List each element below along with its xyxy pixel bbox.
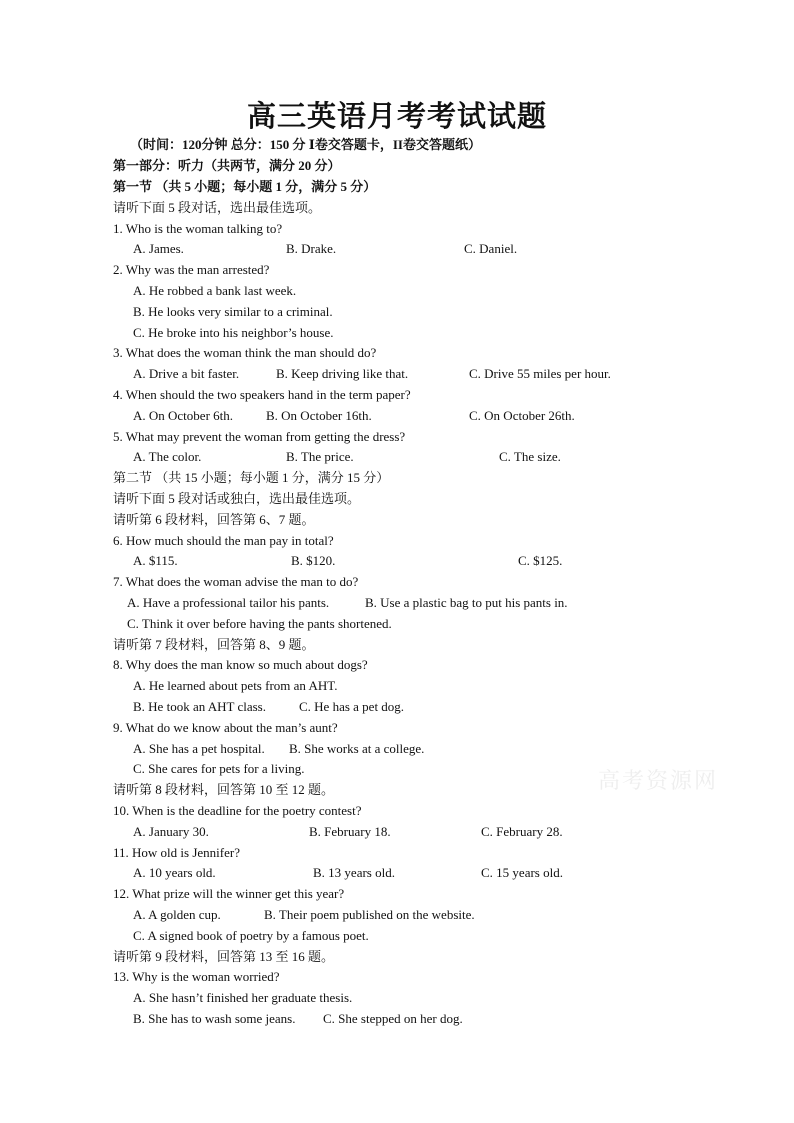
- question-2-option-b: B. He looks very similar to a criminal.: [133, 304, 333, 319]
- question-3-option-c: C. Drive 55 miles per hour.: [469, 366, 611, 381]
- question-9-option-b: B. She works at a college.: [289, 741, 425, 756]
- question-9-stem: 9. What do we know about the man’s aunt?: [113, 720, 338, 735]
- question-13-option-b: B. She has to wash some jeans.: [133, 1011, 296, 1026]
- question-13-stem: 13. Why is the woman worried?: [113, 969, 280, 984]
- question-11-option-a: A. 10 years old.: [133, 865, 216, 880]
- question-9-option-c: C. She cares for pets for a living.: [133, 761, 305, 776]
- exam-info: （时间：120分钟 总分：150 分 Ⅰ卷交答题卡，II卷交答题纸）: [130, 137, 481, 152]
- question-1-option-c: C. Daniel.: [464, 241, 518, 256]
- question-1-option-a: A. James.: [133, 241, 184, 256]
- material-6-instruction: 请听第 6 段材料，回答第 6、7 题。: [113, 512, 315, 527]
- question-1-stem: 1. Who is the woman talking to?: [113, 221, 283, 236]
- question-5-option-a: A. The color.: [133, 449, 202, 464]
- watermark: 高考资源网: [598, 769, 719, 794]
- question-11-stem: 11. How old is Jennifer?: [113, 845, 240, 860]
- question-9-option-a: A. She has a pet hospital.: [133, 741, 265, 756]
- question-6-option-c: C. $125.: [518, 553, 563, 568]
- question-2-option-c: C. He broke into his neighbor’s house.: [133, 325, 334, 340]
- question-12-stem: 12. What prize will the winner get this year?: [113, 886, 345, 901]
- question-7-option-c: C. Think it over before having the pants shortened.: [127, 616, 392, 631]
- section2-instruction: 请听下面 5 段对话或独白，选出最佳选项。: [113, 491, 361, 506]
- question-8-stem: 8. Why does the man know so much about dogs?: [113, 657, 368, 672]
- question-7-option-a: A. Have a professional tailor his pants.: [127, 595, 330, 610]
- question-4-option-a: A. On October 6th.: [133, 408, 234, 423]
- question-8-option-b: B. He took an AHT class.: [133, 699, 266, 714]
- part1-heading: 第一部分：听力（共两节，满分 20 分）: [113, 158, 341, 173]
- question-11-option-c: C. 15 years old.: [481, 865, 563, 880]
- section1-heading: 第一节 （共 5 小题；每小题 1 分，满分 5 分）: [113, 179, 377, 194]
- question-12-option-a: A. A golden cup.: [133, 907, 221, 922]
- question-5-stem: 5. What may prevent the woman from getting the dress?: [113, 429, 406, 444]
- question-7-option-b: B. Use a plastic bag to put his pants in.: [365, 595, 568, 610]
- question-13-option-a: A. She hasn’t finished her graduate thesis.: [133, 990, 353, 1005]
- question-13-option-c: C. She stepped on her dog.: [323, 1011, 463, 1026]
- question-2-stem: 2. Why was the man arrested?: [113, 262, 270, 277]
- question-11-option-b: B. 13 years old.: [313, 865, 395, 880]
- question-8-option-a: A. He learned about pets from an AHT.: [133, 678, 338, 693]
- question-12-option-b: B. Their poem published on the website.: [264, 907, 475, 922]
- question-6-option-a: A. $115.: [133, 553, 178, 568]
- question-6-option-b: B. $120.: [291, 553, 336, 568]
- question-4-stem: 4. When should the two speakers hand in the term paper?: [113, 387, 411, 402]
- question-10-option-a: A. January 30.: [133, 824, 209, 839]
- question-3-option-a: A. Drive a bit faster.: [133, 366, 240, 381]
- question-5-option-c: C. The size.: [499, 449, 561, 464]
- question-2-option-a: A. He robbed a bank last week.: [133, 283, 297, 298]
- material-8-instruction: 请听第 8 段材料，回答第 10 至 12 题。: [113, 782, 335, 797]
- section2-heading: 第二节 （共 15 小题；每小题 1 分，满分 15 分）: [113, 470, 390, 485]
- question-1-option-b: B. Drake.: [286, 241, 337, 256]
- question-5-option-b: B. The price.: [286, 449, 354, 464]
- question-10-option-b: B. February 18.: [309, 824, 391, 839]
- question-10-stem: 10. When is the deadline for the poetry contest?: [113, 803, 362, 818]
- question-3-stem: 3. What does the woman think the man should do?: [113, 345, 377, 360]
- question-4-option-b: B. On October 16th.: [266, 408, 372, 423]
- question-8-option-c: C. He has a pet dog.: [299, 699, 405, 714]
- material-7-instruction: 请听第 7 段材料，回答第 8、9 题。: [113, 637, 315, 652]
- question-4-option-c: C. On October 26th.: [469, 408, 575, 423]
- exam-title: 高三英语月考考试试题: [246, 99, 547, 133]
- question-6-stem: 6. How much should the man pay in total?: [113, 533, 334, 548]
- question-7-stem: 7. What does the woman advise the man to do?: [113, 574, 359, 589]
- material-9-instruction: 请听第 9 段材料，回答第 13 至 16 题。: [113, 949, 335, 964]
- question-10-option-c: C. February 28.: [481, 824, 563, 839]
- question-3-option-b: B. Keep driving like that.: [276, 366, 409, 381]
- section1-instruction: 请听下面 5 段对话，选出最佳选项。: [113, 200, 322, 215]
- question-12-option-c: C. A signed book of poetry by a famous poet.: [133, 928, 369, 943]
